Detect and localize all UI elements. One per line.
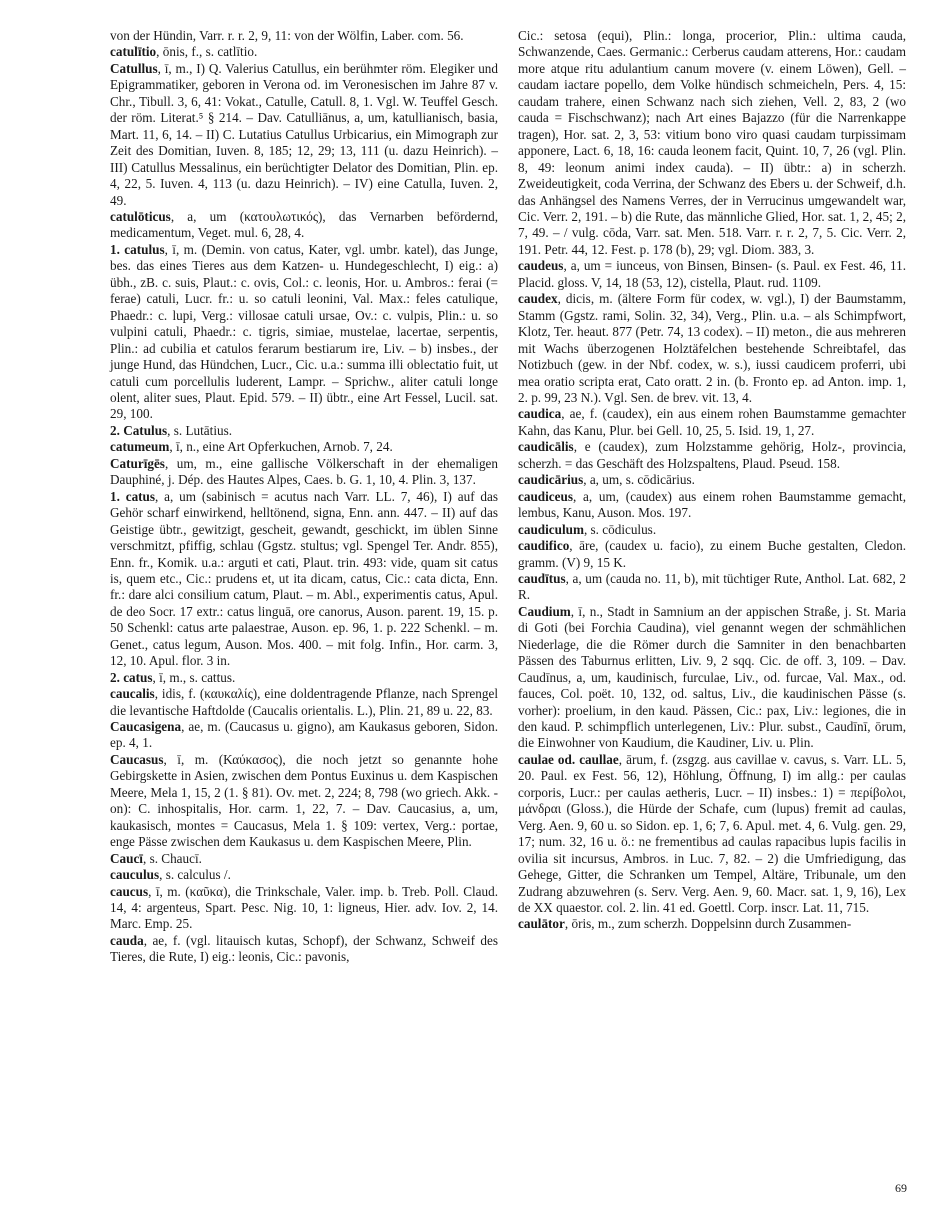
headword: caucus — [110, 883, 149, 899]
entry-text: , a, um = iunceus, von Binsen, Binsen- (s. Paul. ex Fest. 46, 11. Placid. gloss. V, 14, 18 (53, 12), cistella, Plaut. rud. 1109. — [518, 258, 906, 290]
headword: Catullus — [110, 60, 158, 76]
entry-text: , ī, n., eine Art Opferkuchen, Arnob. 7, 24. — [169, 439, 393, 455]
entry — [110, 752, 498, 851]
entry-text: , a, um, (caudex) aus einem rohen Baumstamme gemacht, lembus, Kanu, Auson. Mos. 197. — [518, 488, 906, 521]
entry-text: , ae, m. (Caucasus u. gigno), am Kaukasus geboren, Sidon. ep. 4, 1. — [110, 719, 498, 751]
headword: Caucasus — [110, 751, 164, 767]
entry-text: Cic.: setosa (equi), Plin.: longa, procerior, Plin.: ultima cauda, Schwanzende, Caes. Germanic.: Cerberus caudam atterens, Hor.: caudam more atque ritu adulantium canum movere (v. einem Löwen), Gell. – caudam iactare popello, dem Volke hündisch schmeicheln, Pers. 4, 15: caudam trahere, einen Schwanz nach sich ziehen, Vell. 2, 83, 2 (wo cauda = Fischschwanz); nach Art eines Bajazzo (für die Narrenkappe tragen), Hor. sat. 2, 3, 53: vitium bono viro quasi caudam turpissimam apponere, Lact. 6, 18, 16: cauda leonem facit, Quint. 10, 7, 26 (vgl. Plin. 8, 49: leonum animi index cauda). – II) übtr.: a) in scherzh. Zweideutigkeit, coda Verrina, der Schwanz des Ebers u. der Schweif, d.h. das Anhängsel des Namens Verres, der in Verrucinus umgewandelt war, Cic. Verr. 2, 191. – b) die Rute, das männliche Glied, Hor. sat. 1, 2, 45; 2, 7, 49. – / vulg. cōda, Varr. sat. Men. 518. Varr. r. r. 2, 7, 5. Cic. Verr. 2, 191. Petr. 44, 12. Fest. p. 178 (b), 29; vgl. Diom. 383, 3. — [518, 28, 906, 257]
entry-text: , s. Lutātius. — [167, 422, 233, 438]
headword: caudicālis — [518, 439, 574, 455]
headword: caulātor — [518, 916, 565, 932]
entry-text: , s. calculus /. — [159, 867, 231, 883]
headword: 2. catus — [110, 669, 153, 685]
entry-text: , a, um (sabinisch = acutus nach Varr. LL. 7, 46), I) auf das Gehör scharf einwirkend, helltönend, signa, Enn. ann. 447. – II) auf das Geistige übtr., gewitzigt, gescheit, gewandt, geschickt, im üblen Sinne verschmitzt, pfiffig, schlau (Ggstz. stultus; vgl. Spengel Ter. Andr. 855), Enn. fr., Komik. u.a.: arguti et cati, Plaut. trin. 493: vide, quam sit catus is, quem etc., Cic.: prudens et, ut ita dicam, catus, Cic.: cata dicta, Enn. fr.: dare alci consilium catum, Plaut. – m. Abl., experimentis catus, Apul. de deo Socr. 17 extr.: catus linguā, ore canorus, Auson. parent. 19, 15. p. 50 Schenkl: catus arte palaestrae, Auson. ep. 96, 1. p. 222 Schenkl. – m. Genet., catus legum, Auson. Mos. 400. – mit folg. Infin., Hor. carm. 3, 12, 10. Apul. flor. 3 in. — [110, 488, 498, 669]
entry-text: , ī, m., s. cattus. — [152, 669, 236, 685]
entry-text: , āre, (caudex u. facio), zu einem Buche gestalten, Cledon. gramm. (V) 9, 15 K. — [518, 538, 906, 570]
entry — [110, 489, 498, 670]
entry — [518, 439, 906, 472]
entry-text: , a, um (κατουλωτικός), das Vernarben befördernd, medicamentum, Veget. mul. 6, 28, 4. — [110, 208, 498, 241]
entry — [110, 851, 498, 867]
headword: catulītio — [110, 44, 157, 60]
entry — [518, 571, 906, 604]
entry-text: , ī, m. (Καύκασος), die noch jetzt so genannte hohe Gebirgskette in Asien, zwischen dem Pontus Euxinus u. dem Kaspischen Meere, Mela 1, 15, 2 (1. § 81). Ov. met. 2, 224; 8, 798 (wo griech. Akk. -on): C. inhospitalis, Hor. carm. 1, 22, 7. – Dav. Caucasius, a, um, kaukasisch, montes = Caucasus, Mela 1. § 109: vertex, Verg.: portae, enge Pässe zwischen dem Kaukasus u. dem Kaspischen Meere, Plin. — [110, 751, 498, 850]
entry-text: , a, um, s. cōdicārius. — [583, 472, 695, 488]
entry — [110, 867, 498, 883]
entry — [110, 242, 498, 423]
entry — [518, 522, 906, 538]
entry-text: , ī, m. (Demin. von catus, Kater, vgl. umbr. katel), das Junge, bes. das eines Tieres aus dem Katzen- u. Hundegeschlecht, I) eig.: a) übh., zB. c. suis, Plaut.: c. ovis, Col.: c. leonis, Hor. u. Ambros.: ferai (= ferae) catuli, Lucr. fr.: u. so catuli leonini, Val. Max.: feles catulique, Phaedr.: c. lupi, Verg.: villosae catuli ursae, Ov.: c. vulpis, Plin.: u. so vulpini catuli, Phaedr.: c. tigris, simiae, mustelae, lacertae, serpentis, Plin.: ad cubilia et catulos ferarum bestiarum ire, Liv. – b) insbes., der junge Hund, das Hündchen, Lucr., Cic. u.a.: summa illi oblectatio fuit, ut catuli cum porcellulis luderent, Lampr. – Sprichw., aliter catuli longe olent, aliter sues, Plaut. Epid. 579. – II) übtr., eine Art Fessel, Lucil. sat. 29, 100. — [110, 241, 498, 422]
headword: catumeum — [110, 439, 170, 455]
headword: caudītus — [518, 570, 566, 586]
entry-text: , ī, n., Stadt in Samnium an der appischen Straße, j. St. Maria di Goti (bei Forchia Caudina), viel genannt wegen der schmählichen Niederlage, die die Römer durch die Samniter in den benachbarten Pässen des Taburnus erlitten, Liv. 9, 2 sqq. Cic. de off. 3, 109. – Dav. Caudīnus, a, um, kaudinisch, furculae, Liv., od. furcae, Val. Max., od. fauces, Col. poët. 10, 132, od. saltus, Liv., die kaudinischen Pässe (s. vorher): proelium, in den kaud. Pässen, Cic.: pax, Liv.: legiones, die in den kaud. P. schimpflich unterlegenen, Liv.: Plur. subst., Caudīnī, ōrum, die Einwohner von Kaudium, die Kaudiner, Liv. u. Plin. — [518, 603, 906, 751]
headword: caudex — [518, 291, 558, 307]
entry-text: , ae, f. (vgl. litauisch kutas, Schopf), der Schwanz, Schweif des Tieres, die Rute, I) eig.: leonis, Cic.: pavonis, — [110, 932, 498, 965]
headword: Caucī — [110, 850, 143, 866]
entry-text: von der Hündin, Varr. r. r. 2, 9, 11: von der Wölfin, Laber. com. 56. — [110, 28, 464, 43]
entry — [110, 28, 498, 44]
headword: caudiceus — [518, 488, 573, 504]
headword: 1. catulus — [110, 241, 165, 257]
entry — [110, 423, 498, 439]
entry-text: , ārum, f. (zsgzg. aus cavillae v. cavus, s. Varr. LL. 5, 20. Paul. ex Fest. 56, 12), Höhlung, Öffnung, I) im allg.: per caulas corporis, Lucr.: per caulas aetheris, Lucr. – II) insbes.: 1) = περίβολοι, μάνδραι (Gloss.), die Hürde der Schafe, cum (lupus) fremit ad caulas, Verg. Aen. 9, 60 u. so Sidon. ep. 1, 6; 7, 6. Apul. met. 4, 6. Vulg. gen. 29, 17; num. 32, 16 u. ö.: ne frementibus ad caulas rapacibus lupis facilis in ovilia sit incursus, Ambros. in Luc. 7, 82. – 2) die Umfriedigung, das Gehege, Gitter, die Schranken um Tempel, Altäre, Tribunale, um den Zudrang abzuwehren (s. Serv. Verg. Aen. 9, 60. Macr. sat. 1, 9, 16), Lex de XX quaestor. col. 2. lin. 41 ed. Goettl. Corp. inscr. Lat. 11, 715. — [518, 751, 906, 916]
right-column — [518, 28, 906, 933]
headword: cauculus — [110, 867, 160, 883]
entry — [518, 604, 906, 752]
entry-text: , dicis, m. (ältere Form für codex, w. vgl.), I) der Baumstamm, Stamm (Ggstz. rami, Solin. 32, 34), Verg., Plin. u.a. – als Schimpfwort, Klotz, Ter. heaut. 877 (Petr. 74, 13 codex). – II) meton., die aus mehreren mit Wachs überzogenen Holztäfelchen bestehende Schreibtafel, das Notizbuch (gew. in der Nbf. codex, w. s.), iussi caudicem proferri, ubi mea oratio scripta erat, Cato oratt. 2 in. (b. Fronto ep. ad Anton. imp. 1, 2. p. 99, 23 N.). Vgl. Sen. de brev. vit. 13, 4. — [518, 291, 906, 405]
entry-text: , ōris, m., zum scherzh. Doppelsinn durch Zusammen- — [564, 916, 852, 932]
headword: cauda — [110, 932, 144, 948]
entry — [518, 472, 906, 488]
entry-text: , ōnis, f., s. catlītio. — [156, 44, 258, 60]
entry — [110, 686, 498, 719]
headword: caudiculum — [518, 521, 584, 537]
page-number: 69 — [895, 1181, 907, 1195]
entry — [518, 406, 906, 439]
entry — [110, 44, 498, 60]
entry — [110, 456, 498, 489]
headword: caudifico — [518, 538, 570, 554]
entry-text: , ī, m., I) Q. Valerius Catullus, ein berühmter röm. Elegiker und Epigrammatiker, geboren in Verona od. im Veronesischen im Jahre 87 v. Chr., Tibull. 3, 6, 41: Vokat., Catulle, Catull. 8, 1. Vgl. W. Teuffel Gesch. der röm. Literat.⁵ § 214. – Dav. Catulliānus, a, um, katullianisch, basia, Mart. 11, 6, 14. – II) C. Lutatius Catullus Urbicarius, ein Mimograph zur Zeit des Domitian, Iuven. 8, 185; 12, 29; 13, 111 (u. dazu Heinrich). – III) Catullus Messalinus, ein berüchtigter Delator des Domitian, Plin. ep. 4, 22, 5. Iuven. 4, 113 (u. dazu Heinrich). – IV) eine Catulla, Iuven. 2, 49. — [110, 60, 498, 208]
entry — [110, 719, 498, 752]
headword: caulae od. caullae — [518, 751, 619, 767]
entry — [110, 670, 498, 686]
entry — [110, 439, 498, 455]
headword: Caudium — [518, 603, 571, 619]
entry-text: , ae, f. (caudex), ein aus einem rohen Baumstamme gemachter Kahn, das Kanu, Plur. bei Gell. 10, 25, 5. Isid. 19, 1, 27. — [518, 406, 906, 438]
headword: 2. Catulus — [110, 422, 168, 438]
left-column — [110, 28, 498, 966]
entry — [518, 291, 906, 406]
entry-text: , s. Chaucī. — [142, 850, 202, 866]
entry-text: , a, um (cauda no. 11, b), mit tüchtiger Rute, Anthol. Lat. 682, 2 R. — [518, 570, 906, 603]
headword: 1. catus — [110, 488, 156, 504]
entry — [518, 258, 906, 291]
entry-text: , s. cōdiculus. — [583, 521, 657, 537]
entry-text: , ī, m. (καῦκα), die Trinkschale, Valer. imp. b. Treb. Poll. Claud. 14, 4: argenteus, Spart. Pesc. Nig. 10, 1: ligneus, Hier. adv. Iov. 2, 14. Marc. Emp. 25. — [110, 883, 498, 932]
entry — [110, 933, 498, 966]
headword: caucalis — [110, 686, 155, 702]
entry — [518, 916, 906, 932]
entry — [518, 28, 906, 258]
entry — [518, 489, 906, 522]
entry — [110, 209, 498, 242]
entry — [518, 538, 906, 571]
headword: Caucasigena — [110, 719, 182, 735]
entry — [110, 884, 498, 933]
headword: caudicārius — [518, 472, 584, 488]
headword: catulōticus — [110, 208, 171, 224]
entry-text: , um, m., eine gallische Völkerschaft in der ehemaligen Dauphiné, j. Dép. des Hautes Alpes, Caes. b. G. 1, 10, 4. Plin. 3, 137. — [110, 455, 498, 488]
headword: caudica — [518, 406, 562, 422]
entry — [110, 61, 498, 209]
headword: caudeus — [518, 258, 564, 274]
headword: Caturīgēs — [110, 455, 165, 471]
entry — [518, 752, 906, 917]
entry-text: , idis, f. (καυκαλίς), eine doldentragende Pflanze, nach Sprengel die levantische Haftdolde (Caucalis orientalis. L.), Plin. 21, 89 u. 22, 83. — [110, 686, 498, 718]
entry-text: , e (caudex), zum Holzstamme gehörig, Holz-, provincia, scherzh. = das Geschäft des Holzspaltens, Plaud. Pseud. 158. — [518, 439, 906, 471]
